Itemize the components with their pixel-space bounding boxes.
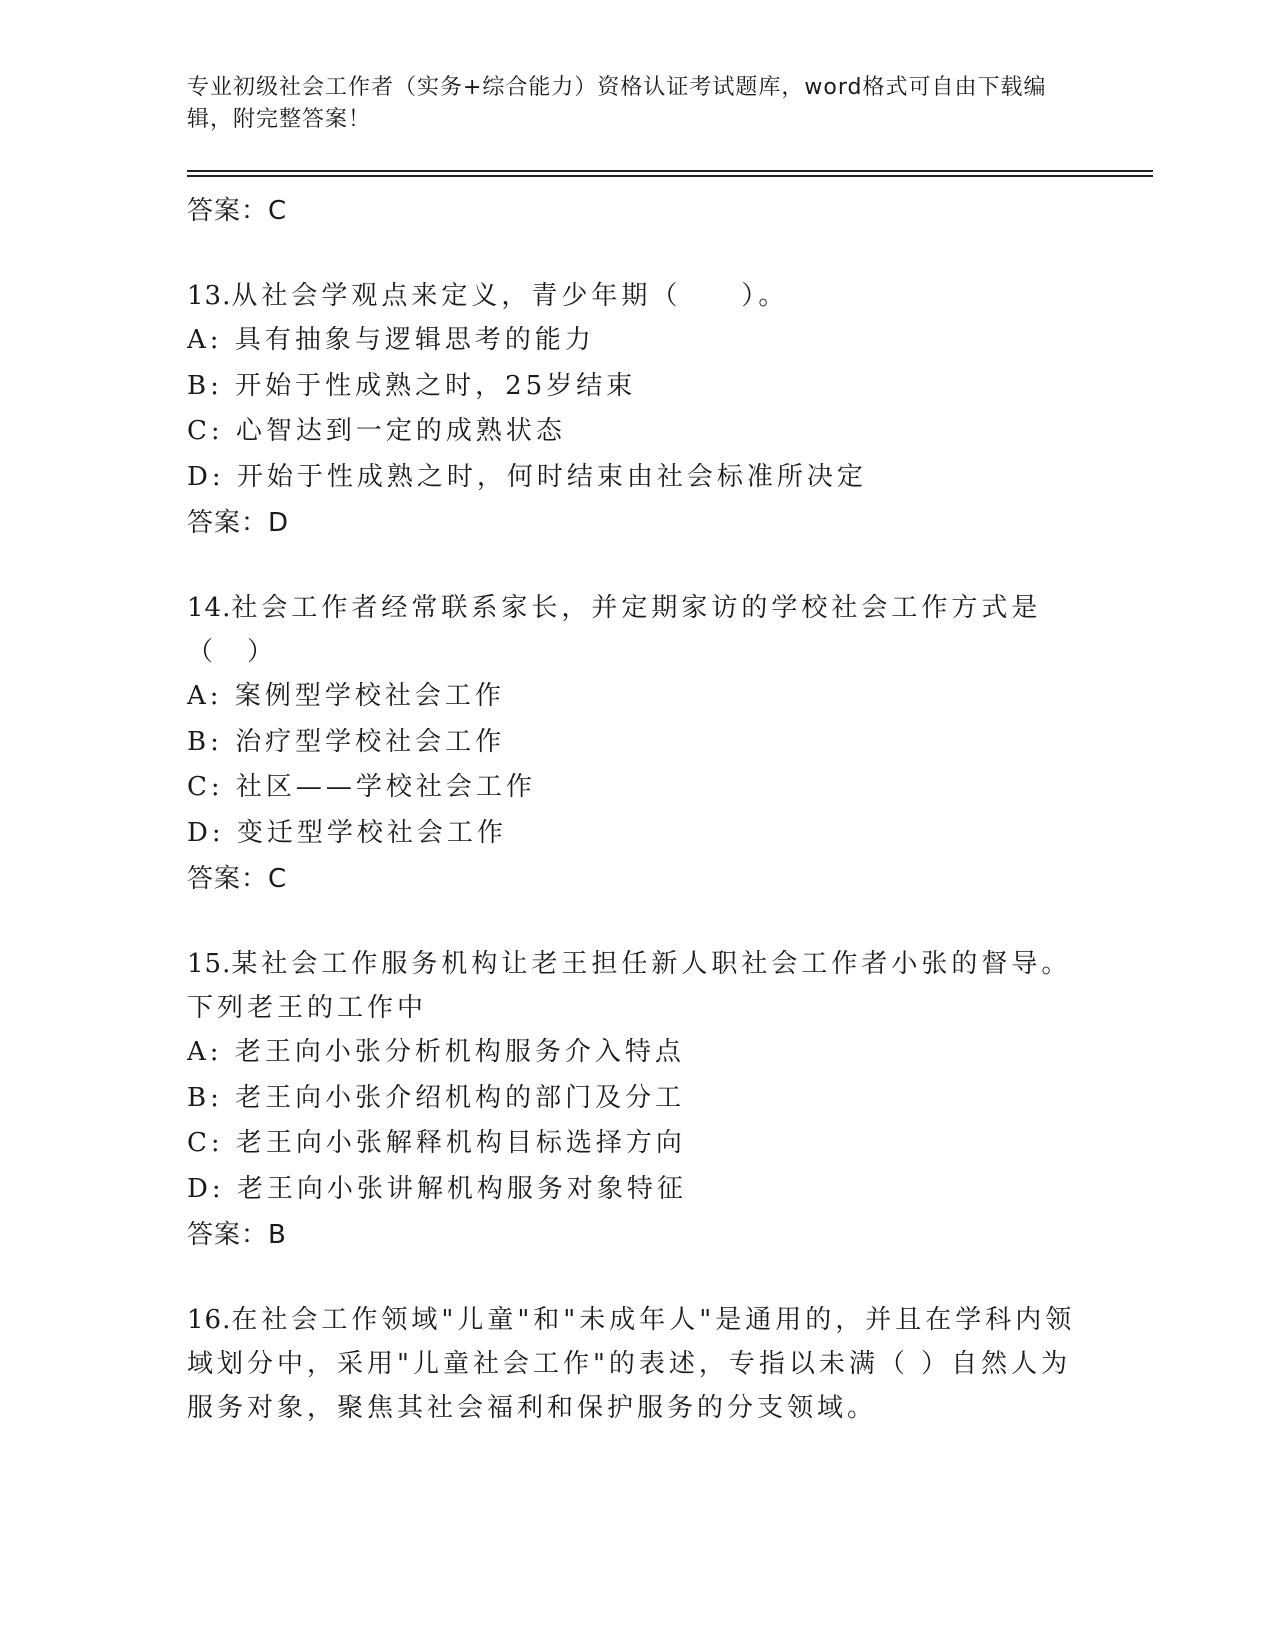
option-a — [187, 1030, 1087, 1076]
option-d — [187, 1167, 1087, 1213]
option-c — [187, 409, 1087, 455]
question-15 — [187, 942, 1087, 1258]
option-text: 开始于性成熟之时，何时结束由社会标准所决定 — [236, 461, 867, 492]
option-c — [187, 765, 1087, 811]
option-d — [187, 455, 1087, 501]
header-rule-bottom — [187, 175, 1153, 177]
question-14 — [187, 586, 1087, 902]
option-key: A: — [187, 325, 223, 355]
option-text: 老王向小张分析机构服务介入特点 — [234, 1037, 685, 1067]
question-number: 16. — [187, 1305, 232, 1335]
answer-line — [187, 188, 1087, 234]
option-d — [187, 811, 1087, 857]
question-text: 从社会学观点来定义，青少年期（ ）。 — [231, 281, 789, 311]
option-text: 心智达到一定的成熟状态 — [235, 416, 566, 446]
option-text: 变迁型学校社会工作 — [236, 817, 507, 848]
option-key: A: — [187, 1037, 223, 1067]
option-text: 案例型学校社会工作 — [234, 681, 505, 711]
option-key: B: — [187, 726, 223, 757]
option-a — [187, 318, 1087, 364]
option-text: 治疗型学校社会工作 — [235, 726, 506, 757]
question-number: 14. — [187, 593, 232, 623]
header-rule-top — [187, 170, 1153, 172]
option-text: 社区——学校社会工作 — [235, 772, 536, 802]
question-16 — [187, 1298, 1087, 1430]
answer-line — [187, 500, 1087, 546]
option-key: D: — [187, 1173, 225, 1204]
option-text: 老王向小张讲解机构服务对象特征 — [236, 1173, 687, 1204]
answer-line — [187, 1212, 1087, 1258]
question-number: 15. — [187, 949, 232, 979]
question-number: 13. — [187, 281, 232, 311]
option-key: B: — [187, 1082, 223, 1113]
option-b — [187, 364, 1087, 410]
option-key: D: — [187, 817, 225, 848]
option-text: 老王向小张解释机构目标选择方向 — [235, 1128, 686, 1158]
option-text: 开始于性成熟之时，25岁结束 — [235, 370, 637, 401]
option-c — [187, 1121, 1087, 1167]
question-text: 社会工作者经常联系家长，并定期家访的学校社会工作方式是（ ） — [187, 593, 1042, 667]
question-text: 在社会工作领域"儿童"和"未成年人"是通用的，并且在学科内领域划分中，采用"儿童社会工作"的表述，专指以未满（ ）自然人为服务对象，聚焦其社会福利和保护服务的分支领域。 — [187, 1305, 1076, 1423]
answer-value: C — [268, 864, 288, 894]
answer-value: D — [268, 508, 290, 538]
option-key: B: — [187, 370, 223, 401]
question-stem — [187, 274, 1087, 318]
question-text: 某社会工作服务机构让老王担任新人职社会工作者小张的督导。下列老王的工作中 — [187, 949, 1072, 1023]
answer-label: 答案： — [187, 196, 269, 226]
question-stem — [187, 1298, 1087, 1430]
answer-label: 答案： — [187, 1220, 269, 1250]
header-text: 专业初级社会工作者（实务+综合能力）资格认证考试题库，word格式可自由下载编辑，附完整答案！ — [187, 75, 1047, 132]
answer-label: 答案： — [187, 864, 269, 894]
question-13 — [187, 274, 1087, 546]
document-body — [187, 188, 1087, 1430]
answer-value: B — [268, 1220, 287, 1250]
question-stem — [187, 942, 1087, 1030]
option-text: 具有抽象与逻辑思考的能力 — [234, 325, 595, 355]
answer-line — [187, 856, 1087, 902]
question-stem — [187, 586, 1087, 674]
option-key: A: — [187, 681, 223, 711]
option-key: D: — [187, 461, 225, 492]
document-header — [187, 72, 1087, 136]
option-key: C: — [187, 1128, 224, 1158]
option-text: 老王向小张介绍机构的部门及分工 — [235, 1082, 686, 1113]
option-key: C: — [187, 416, 224, 446]
answer-label: 答案： — [187, 508, 269, 538]
answer-value: C — [268, 196, 288, 226]
option-key: C: — [187, 772, 224, 802]
option-b — [187, 720, 1087, 766]
option-b — [187, 1076, 1087, 1122]
option-a — [187, 674, 1087, 720]
